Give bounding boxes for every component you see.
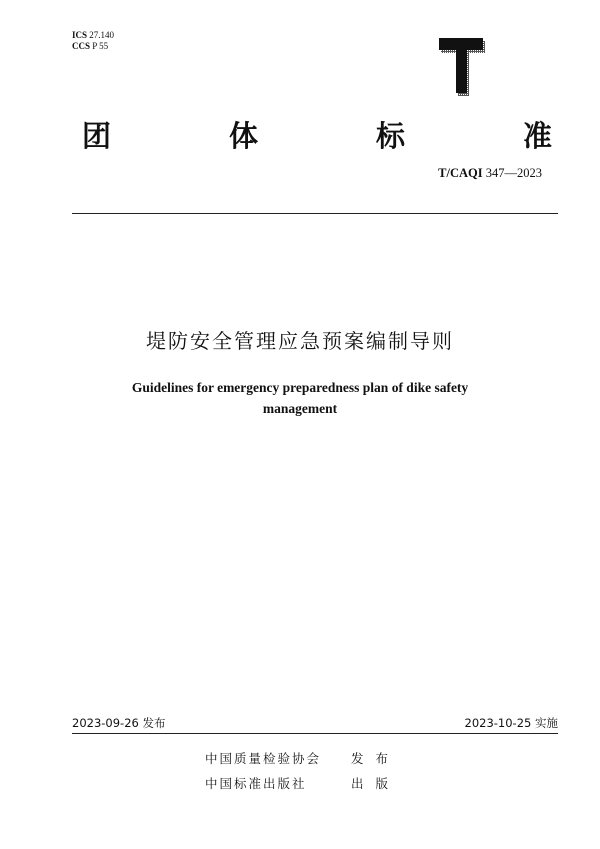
footer-divider [72, 733, 558, 734]
chinese-title: 堤防安全管理应急预案编制导则 [146, 329, 454, 353]
publisher-role: 发布 [351, 751, 401, 766]
effective-date: 2023-10-25 实施 [464, 716, 558, 730]
ccs-code [72, 41, 108, 52]
series-char-3: 标 [375, 119, 405, 153]
standard-code: T/CAQI [438, 166, 483, 180]
standard-number [438, 166, 542, 181]
standard-sequence: 347—2023 [485, 166, 542, 180]
english-title-line-1: Guidelines for emergency preparedness plan of dike safety [131, 380, 469, 395]
press-line [205, 776, 401, 792]
press-role: 出版 [351, 776, 401, 791]
header-divider [72, 213, 558, 214]
series-char-1: 团 [82, 119, 112, 153]
publisher-name: 中国质量检验协会 [205, 751, 322, 766]
publisher-line [205, 751, 401, 767]
ccs-value: P 55 [92, 41, 109, 51]
series-char-2: 体 [228, 119, 258, 153]
english-title [100, 377, 500, 419]
ics-code [72, 30, 114, 41]
ccs-key: CCS [72, 41, 91, 51]
standard-type-T-logo-icon [437, 36, 487, 98]
english-title-line-2: management [262, 401, 338, 416]
press-name: 中国标准出版社 [205, 776, 307, 791]
ics-value: 27.140 [89, 30, 115, 40]
ics-key: ICS [72, 30, 88, 40]
standard-series-heading [82, 118, 552, 154]
series-char-4: 准 [522, 119, 552, 153]
issue-date: 2023-09-26 发布 [72, 716, 166, 730]
